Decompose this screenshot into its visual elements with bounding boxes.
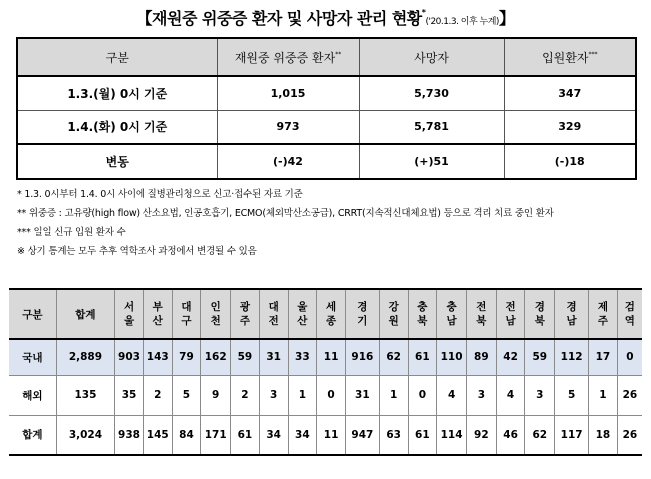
summary-row	[17, 110, 636, 144]
region-name-char: 광	[239, 301, 250, 313]
region-name-char: 북	[534, 315, 545, 327]
regional-value-cell: 4	[496, 375, 525, 415]
summary-critical-value: 1,015	[217, 76, 359, 110]
summary-deaths-value: (+)51	[359, 144, 504, 179]
summary-header-critical-label: 재원중 위중증 환자	[234, 50, 336, 65]
region-name-char: 남	[446, 315, 457, 327]
regional-value-cell: 5	[172, 375, 201, 415]
region-name-stack	[389, 300, 399, 328]
region-name-char: 전	[476, 301, 487, 313]
regional-row-overseas	[9, 375, 642, 415]
regional-table	[9, 288, 642, 456]
summary-admitted-value: (-)18	[504, 144, 636, 179]
region-name-stack	[297, 300, 307, 328]
region-name-char: 구	[181, 315, 192, 327]
region-name-char: 전	[268, 315, 279, 327]
region-name-char: 역	[624, 315, 635, 327]
region-name-char: 제	[597, 301, 608, 313]
regional-total-cell: 2,889	[56, 339, 114, 375]
regional-row-domestic	[9, 339, 642, 375]
regional-value-cell: 34	[259, 415, 288, 455]
summary-admitted-value: 329	[504, 110, 636, 144]
footnote: ** 위중증 : 고유량(high flow) 산소요법, 인공호흡기, ECMO(체외막산소공급), CRRT(지속적신대체요법) 등으로 격리 치료 중인 환자	[17, 208, 554, 219]
summary-header-admitted-mark: ***	[588, 50, 598, 58]
regional-value-cell: 947	[345, 415, 379, 455]
summary-header-row	[17, 38, 636, 76]
regional-value-cell: 62	[525, 415, 555, 455]
region-name-char: 경	[534, 301, 545, 313]
regional-value-cell: 17	[589, 339, 618, 375]
region-name-stack	[240, 300, 250, 328]
regional-value-cell: 35	[115, 375, 144, 415]
regional-row-label: 국내	[9, 339, 56, 375]
regional-header-region	[589, 289, 618, 339]
regional-value-cell: 61	[231, 415, 260, 455]
region-name-char: 충	[417, 301, 428, 313]
summary-header-admitted-label: 입원환자	[542, 50, 589, 65]
region-name-char: 부	[152, 301, 163, 313]
regional-header-region	[496, 289, 525, 339]
region-name-char: 종	[326, 315, 337, 327]
regional-value-cell: 2	[143, 375, 172, 415]
regional-value-cell: 62	[379, 339, 408, 375]
regional-value-cell: 0	[617, 339, 642, 375]
footnotes	[17, 185, 637, 261]
regional-value-cell: 1	[288, 375, 317, 415]
regional-value-cell: 110	[437, 339, 467, 375]
regional-value-cell: 63	[379, 415, 408, 455]
region-name-char: 울	[123, 315, 135, 327]
regional-value-cell: 89	[466, 339, 496, 375]
regional-value-cell: 31	[259, 339, 288, 375]
regional-row-label: 합계	[9, 415, 56, 455]
regional-header-region	[143, 289, 172, 339]
summary-critical-value: 973	[217, 110, 359, 144]
region-name-stack	[447, 300, 457, 328]
regional-header-region	[617, 289, 642, 339]
region-name-char: 산	[152, 315, 163, 327]
region-name-char: 북	[417, 315, 428, 327]
region-name-stack	[567, 300, 577, 328]
region-name-char: 인	[210, 301, 221, 313]
regional-value-cell: 916	[345, 339, 379, 375]
regional-value-cell: 143	[143, 339, 172, 375]
region-name-stack	[506, 300, 516, 328]
footnote: * 1.3. 0시부터 1.4. 0시 사이에 질병관리청으로 신고·접수된 자료 기준	[17, 189, 303, 200]
regional-value-cell: 114	[437, 415, 467, 455]
regional-value-cell: 171	[201, 415, 231, 455]
region-name-stack	[269, 300, 279, 328]
regional-value-cell: 42	[496, 339, 525, 375]
region-name-stack	[625, 300, 635, 328]
regional-header-region	[379, 289, 408, 339]
regional-value-cell: 59	[525, 339, 555, 375]
region-name-stack	[417, 300, 427, 328]
regional-value-cell: 33	[288, 339, 317, 375]
regional-value-cell: 18	[589, 415, 618, 455]
regional-header-region	[288, 289, 317, 339]
region-name-char: 울	[297, 301, 308, 313]
regional-header-region	[555, 289, 589, 339]
summary-header-category: 구분	[17, 38, 217, 76]
regional-total-cell: 135	[56, 375, 114, 415]
regional-value-cell: 112	[555, 339, 589, 375]
regional-header-row	[9, 289, 642, 339]
page-title	[0, 6, 651, 29]
region-name-char: 기	[357, 315, 368, 327]
regional-value-cell: 26	[617, 375, 642, 415]
regional-value-cell: 26	[617, 415, 642, 455]
summary-deaths-value: 5,781	[359, 110, 504, 144]
regional-total-cell: 3,024	[56, 415, 114, 455]
region-name-char: 남	[566, 315, 577, 327]
regional-value-cell: 61	[408, 415, 437, 455]
regional-value-cell: 938	[115, 415, 144, 455]
regional-value-cell: 145	[143, 415, 172, 455]
regional-header-region	[345, 289, 379, 339]
summary-table	[16, 37, 637, 180]
summary-header-admitted	[504, 38, 636, 76]
region-name-char: 북	[476, 315, 487, 327]
title-open-bracket: 【	[136, 9, 153, 28]
regional-value-cell: 59	[231, 339, 260, 375]
regional-header-region	[437, 289, 467, 339]
regional-header-region	[259, 289, 288, 339]
regional-value-cell: 903	[115, 339, 144, 375]
regional-header-region	[231, 289, 260, 339]
regional-header-region	[115, 289, 144, 339]
regional-header-region	[317, 289, 346, 339]
regional-value-cell: 117	[555, 415, 589, 455]
region-name-char: 경	[357, 301, 368, 313]
region-name-char: 세	[326, 301, 337, 313]
footnote: *** 일일 신규 입원 환자 수	[17, 227, 126, 238]
regional-value-cell: 3	[525, 375, 555, 415]
regional-value-cell: 0	[408, 375, 437, 415]
region-name-char: 대	[181, 301, 192, 313]
regional-value-cell: 79	[172, 339, 201, 375]
title-mark: *	[421, 8, 426, 17]
region-name-char: 천	[210, 315, 221, 327]
regional-value-cell: 46	[496, 415, 525, 455]
regional-value-cell: 31	[345, 375, 379, 415]
region-name-char: 주	[597, 315, 608, 327]
region-name-char: 주	[239, 315, 250, 327]
region-name-char: 산	[297, 315, 308, 327]
regional-header-region	[525, 289, 555, 339]
title-note: ('20.1.3. 이후 누계)	[425, 17, 499, 27]
region-name-stack	[124, 300, 134, 328]
regional-value-cell: 1	[589, 375, 618, 415]
region-name-char: 서	[123, 301, 135, 313]
summary-header-critical-mark: **	[335, 50, 342, 58]
regional-value-cell: 1	[379, 375, 408, 415]
summary-row-label: 1.3.(월) 0시 기준	[17, 76, 217, 110]
region-name-char: 강	[388, 301, 399, 313]
summary-change-row	[17, 144, 636, 179]
title-close-bracket: 】	[498, 9, 515, 28]
regional-value-cell: 11	[317, 339, 346, 375]
regional-value-cell: 3	[466, 375, 496, 415]
regional-value-cell: 61	[408, 339, 437, 375]
regional-row-label: 해외	[9, 375, 56, 415]
regional-value-cell: 0	[317, 375, 346, 415]
region-name-stack	[476, 300, 486, 328]
regional-header-region	[201, 289, 231, 339]
region-name-char: 남	[505, 315, 516, 327]
footnote: ※ 상기 통계는 모두 추후 역학조사 과정에서 변경될 수 있음	[17, 246, 257, 257]
regional-value-cell: 5	[555, 375, 589, 415]
summary-deaths-value: 5,730	[359, 76, 504, 110]
region-name-stack	[153, 300, 163, 328]
regional-value-cell: 84	[172, 415, 201, 455]
region-name-char: 대	[268, 301, 279, 313]
regional-header-region	[172, 289, 201, 339]
regional-value-cell: 2	[231, 375, 260, 415]
region-name-char: 충	[446, 301, 457, 313]
region-name-char: 원	[388, 315, 399, 327]
summary-row	[17, 76, 636, 110]
summary-row-label: 1.4.(화) 0시 기준	[17, 110, 217, 144]
regional-value-cell: 92	[466, 415, 496, 455]
title-main: 재원중 위중증 환자 및 사망자 관리 현황	[152, 9, 422, 28]
region-name-stack	[598, 300, 608, 328]
region-name-char: 검	[624, 301, 635, 313]
regional-row-total	[9, 415, 642, 455]
regional-header-category: 구분	[9, 289, 56, 339]
summary-header-deaths: 사망자	[359, 38, 504, 76]
summary-critical-value: (-)42	[217, 144, 359, 179]
region-name-stack	[326, 300, 336, 328]
regional-value-cell: 9	[201, 375, 231, 415]
summary-row-label: 변동	[17, 144, 217, 179]
regional-value-cell: 4	[437, 375, 467, 415]
region-name-char: 전	[505, 301, 516, 313]
summary-header-critical	[217, 38, 359, 76]
region-name-char: 경	[566, 301, 577, 313]
summary-admitted-value: 347	[504, 76, 636, 110]
regional-value-cell: 162	[201, 339, 231, 375]
regional-header-total: 합계	[56, 289, 114, 339]
region-name-stack	[211, 300, 221, 328]
region-name-stack	[357, 300, 367, 328]
regional-value-cell: 11	[317, 415, 346, 455]
regional-header-region	[466, 289, 496, 339]
regional-value-cell: 3	[259, 375, 288, 415]
region-name-stack	[181, 300, 191, 328]
regional-value-cell: 34	[288, 415, 317, 455]
regional-header-region	[408, 289, 437, 339]
region-name-stack	[535, 300, 545, 328]
